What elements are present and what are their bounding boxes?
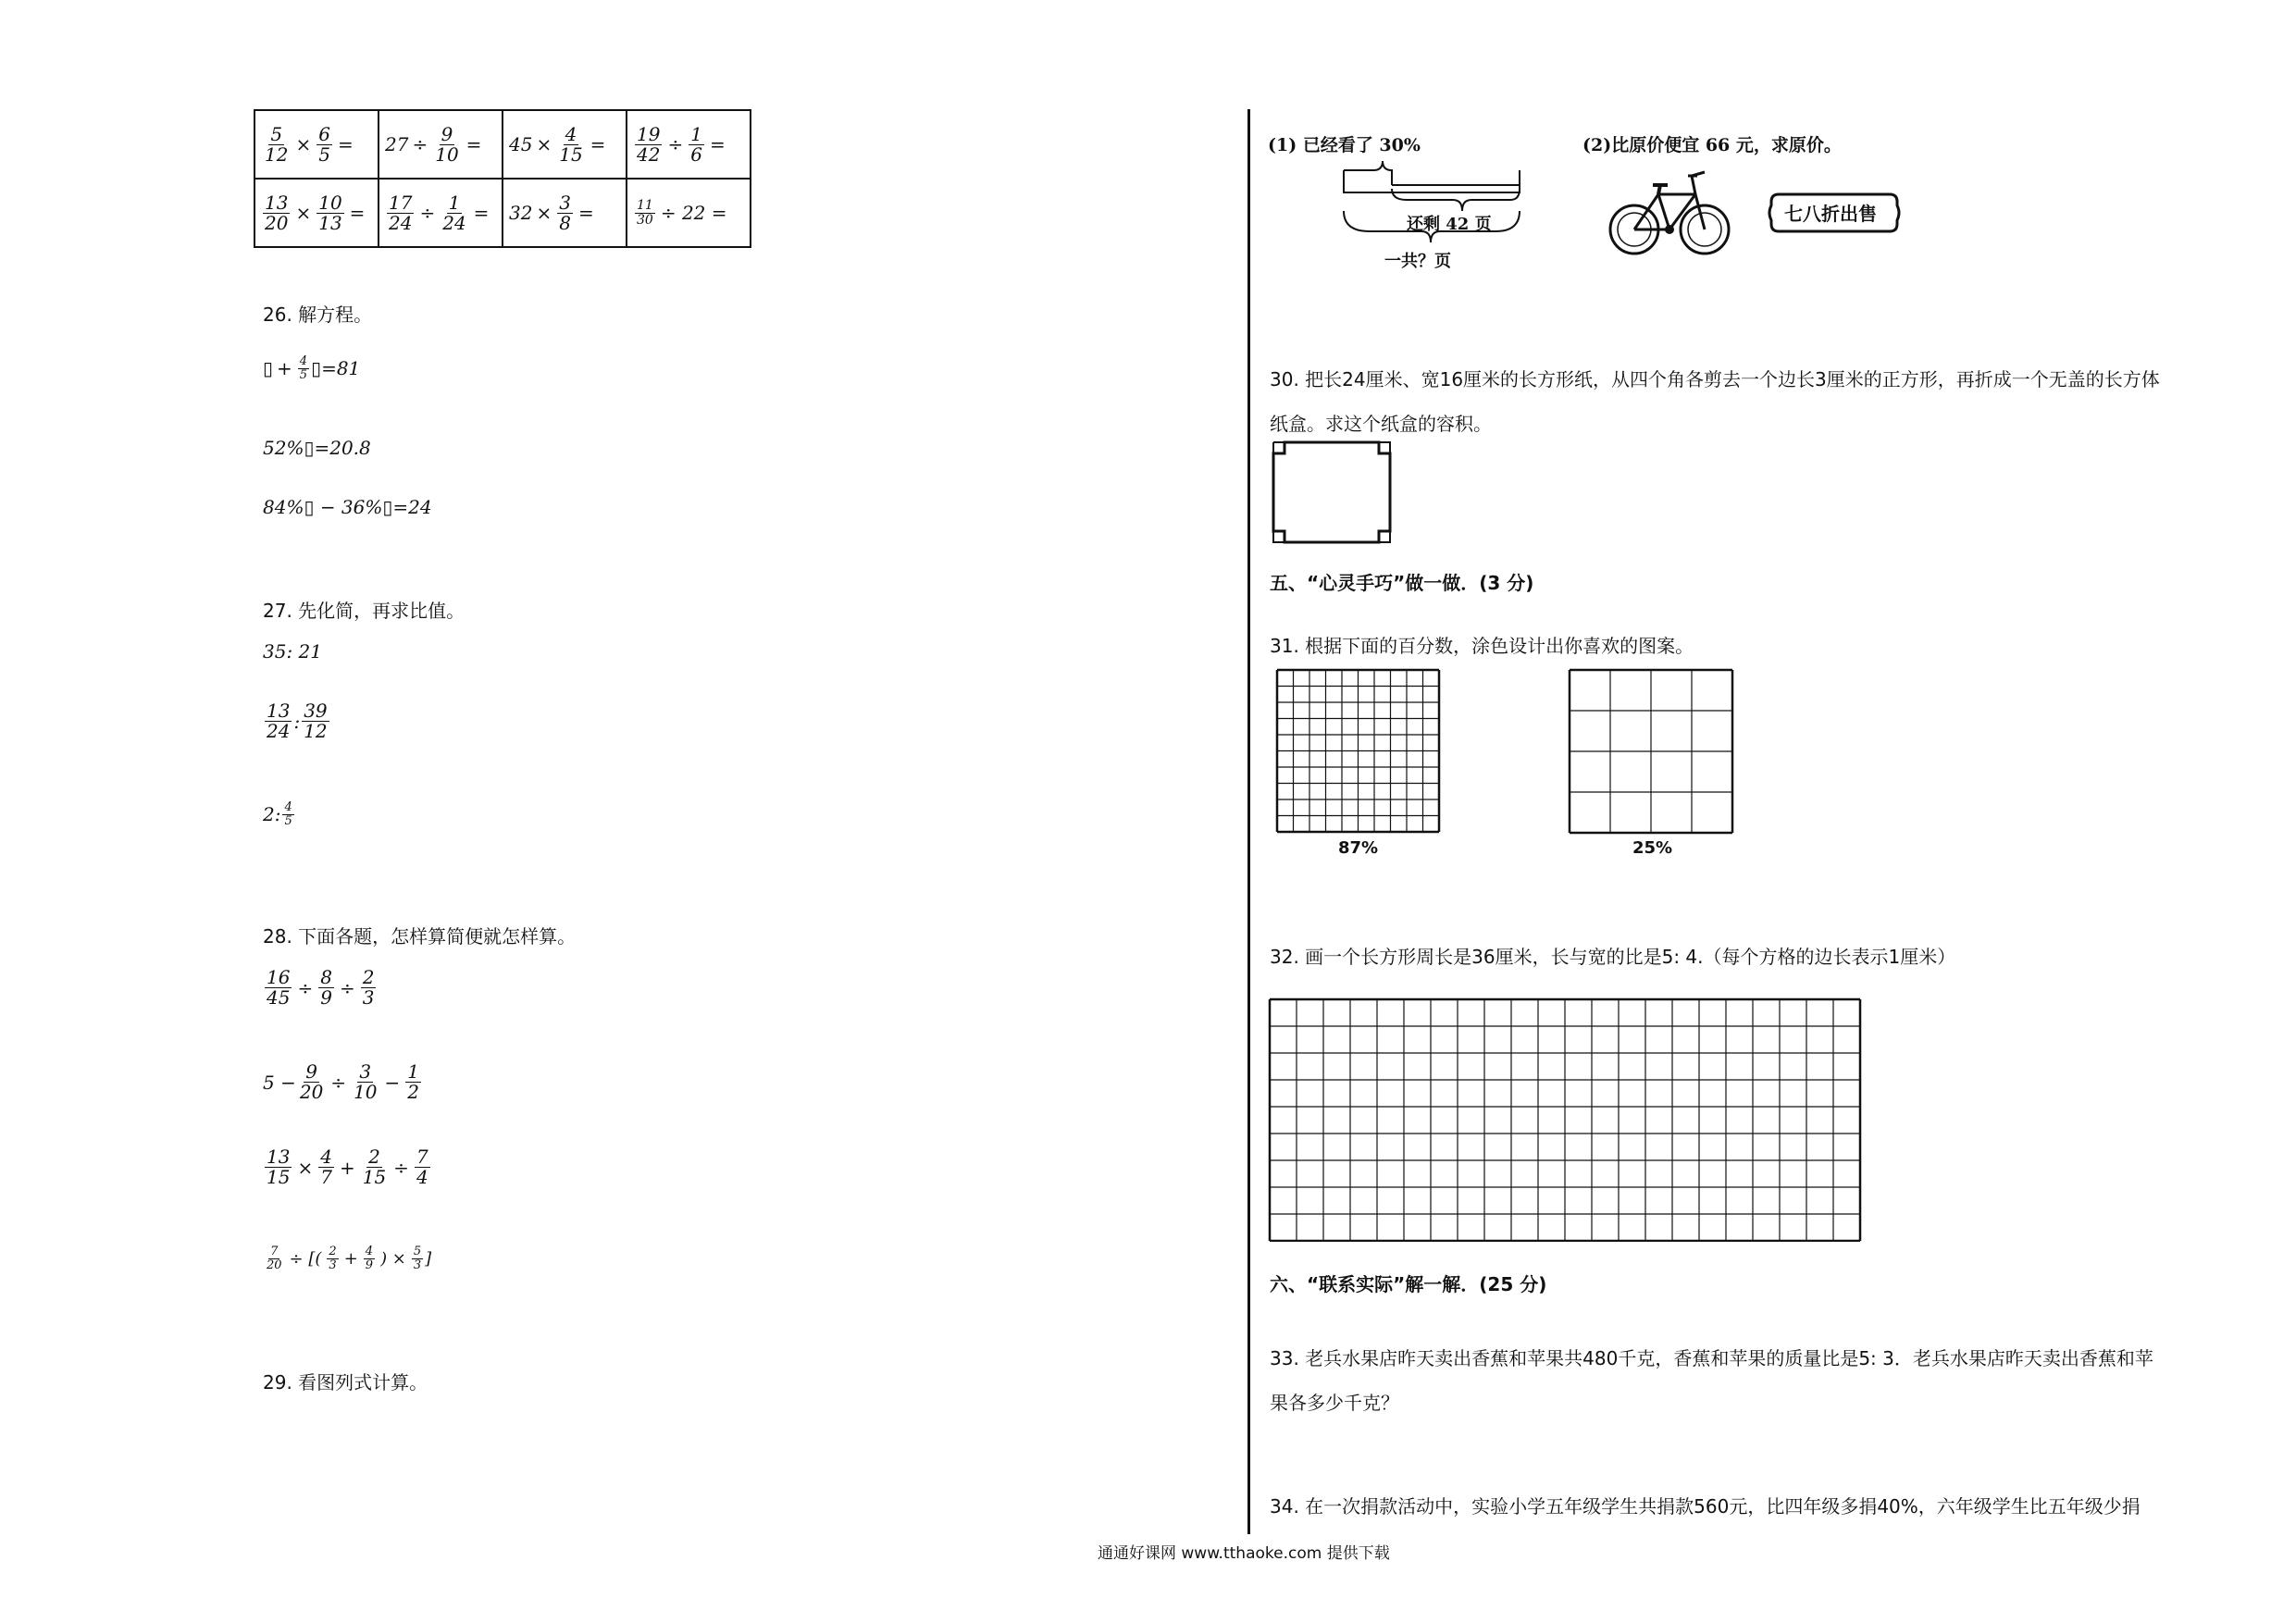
figure-1-label: (1) 已经看了 30% — [1268, 135, 1421, 155]
table-row — [254, 110, 751, 179]
question-30-line-1: 30. 把长24厘米、宽16厘米的长方形纸，从四个角各剪去一个边长3厘米的正方形，再折成一个无盖的长方体 — [1270, 368, 2160, 390]
drawing-grid[interactable] — [1268, 997, 1875, 1242]
ratio-1: 35: 21 — [263, 640, 322, 663]
section-5-title: 五、“心灵手巧”做一做．(3 分) — [1270, 572, 1534, 594]
question-28-title: 28. 下面各题，怎样算简便就怎样算。 — [263, 925, 577, 948]
equation-1: ▯ + $\frac{4}{5}$ ▯ =81 — [263, 354, 361, 382]
expression-1: $\frac{16}{45}$ ÷ $\frac{8}{9}$ ÷ $\frac{2}{3}$ — [267, 966, 375, 1009]
expression-3: $\frac{13}{15}$ × $\frac{4}{7}$ + $\frac{2}{15}$ ÷ $\frac{7}{4}$ — [267, 1146, 428, 1188]
paper-box-diagram — [1264, 439, 1401, 550]
discount-sign-text: 七八折出售 — [1784, 203, 1877, 225]
question-33-line-2: 果各多少千克？ — [1270, 1392, 1399, 1414]
remaining-pages-label: 还剩 42 页 — [1407, 215, 1492, 234]
question-34-line-1: 34. 在一次捐款活动中，实验小学五年级学生共捐款560元，比四年级多捐40%，六年级学生比五年级少捐 — [1270, 1495, 2141, 1518]
figure-2-label: (2)比原价便宜 66 元，求原价。 — [1582, 135, 1842, 155]
expression-4: $\frac{7}{20}$ ÷ [( $\frac{2}{3}$ + $\frac{4}{9}$ ) × $\frac{5}{3}$ ] — [267, 1245, 432, 1272]
equation-3: 84%▯ − 36%▯=24 — [263, 496, 432, 518]
expression-2: 5 − $\frac{9}{20}$ ÷ $\frac{3}{10}$ − $\frac{1}{2}$ — [263, 1060, 420, 1103]
question-33-line-1: 33. 老兵水果店昨天卖出香蕉和苹果共480千克，香蕉和苹果的质量比是5: 3．老兵水果店昨天卖出香蕉和苹 — [1270, 1347, 2153, 1369]
book-pages-diagram — [1333, 152, 1536, 254]
question-30-line-2: 纸盒。求这个纸盒的容积。 — [1270, 413, 1492, 435]
table-cell: $\frac{11}{30}$ ÷ 22 = — [627, 179, 751, 247]
table-cell: $\frac{17}{24}$ ÷ $\frac{1}{24}$ = — [379, 179, 503, 247]
column-divider — [1247, 109, 1250, 1534]
grid-2-label: 25% — [1632, 838, 1673, 858]
total-pages-label: 一共？页 — [1384, 252, 1451, 271]
question-31-title: 31. 根据下面的百分数，涂色设计出你喜欢的图案。 — [1270, 635, 1694, 657]
footer-credit: 通通好课网 www.tthaoke.com 提供下载 — [1098, 1544, 1390, 1563]
table-cell: 32 × $\frac{3}{8}$ = — [503, 179, 627, 247]
table-cell: $\frac{19}{42}$ ÷ $\frac{1}{6}$ = — [627, 110, 751, 179]
question-27-title: 27. 先化简，再求比值。 — [263, 600, 465, 622]
ratio-3: 2: $\frac{4}{5}$ — [263, 800, 292, 828]
table-cell: 45 × $\frac{4}{15}$ = — [503, 110, 627, 179]
table-cell: 27 ÷ $\frac{9}{10}$ = — [379, 110, 503, 179]
calculation-table — [254, 109, 751, 248]
question-32-title: 32. 画一个长方形周长是36厘米，长与宽的比是5: 4.（每个方格的边长表示1厘米） — [1270, 946, 1956, 968]
grid-1-label: 87% — [1338, 838, 1379, 858]
section-6-title: 六、“联系实际”解一解．(25 分) — [1270, 1273, 1547, 1295]
bicycle-icon — [1607, 163, 1736, 259]
question-26-title: 26. 解方程。 — [263, 304, 373, 326]
table-cell: $\frac{13}{20}$ × $\frac{10}{13}$ = — [254, 179, 379, 247]
question-29-title: 29. 看图列式计算。 — [263, 1371, 428, 1394]
percent-grid-10x10[interactable] — [1275, 668, 1442, 835]
table-row — [254, 179, 751, 247]
ratio-2: $\frac{13}{24}$ : $\frac{39}{12}$ — [267, 700, 328, 742]
equation-2: 52%▯=20.8 — [263, 437, 371, 459]
table-cell: $\frac{5}{12}$ × $\frac{6}{5}$ = — [254, 110, 379, 179]
percent-grid-4x4[interactable] — [1568, 668, 1734, 835]
